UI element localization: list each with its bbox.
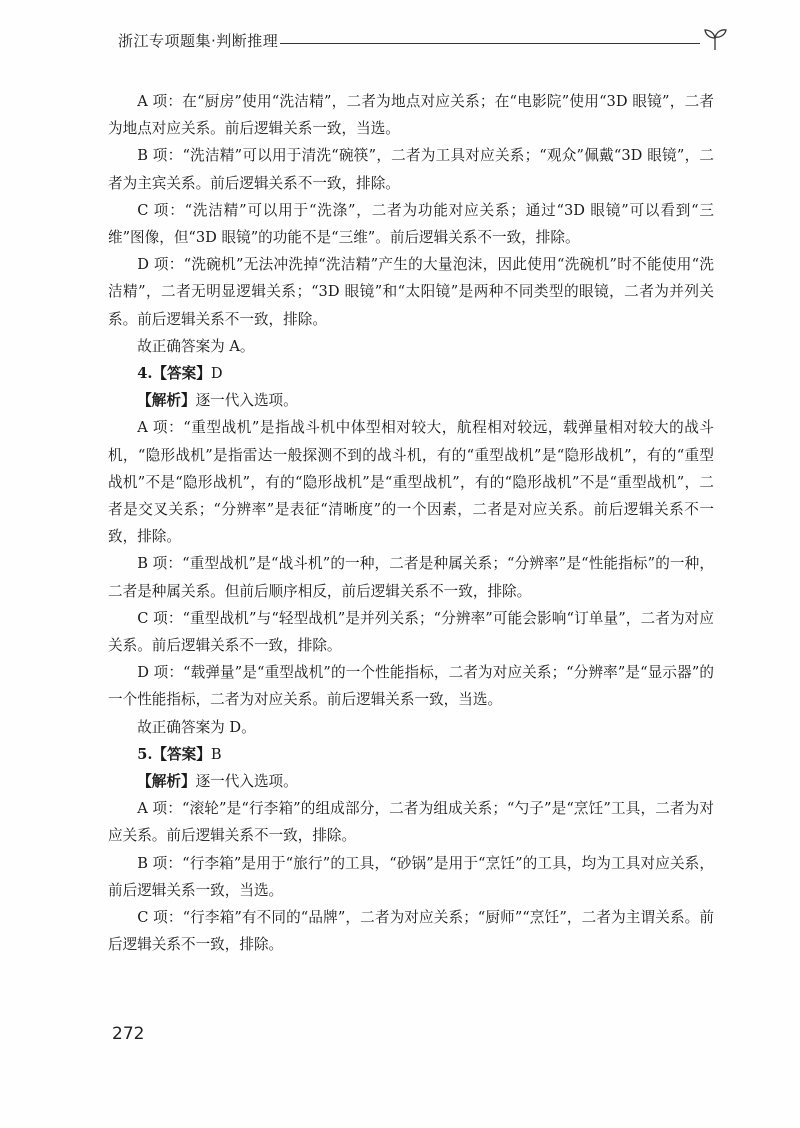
q3-option-b: B 项：“洗洁精”可以用于清洗“碗筷”，二者为工具对应关系；“观众”佩戴“3D 眼镜”，二者为主宾关系。前后逻辑关系不一致，排除。: [108, 147, 714, 192]
q5-analysis-line: [108, 768, 714, 795]
page-number: 272: [112, 1024, 145, 1044]
q4-option-c: C 项：“重型战机”与“轻型战机”是并列关系；“分辨率”可能会影响“订单量”，二者为对应关系。前后逻辑关系不一致，排除。: [108, 609, 714, 655]
q5-option-a: A 项：“滚轮”是“行李箱”的组成部分，二者为组成关系；“勺子”是“烹饪”工具，二者为对应关系。前后逻辑关系不一致，排除。: [108, 800, 714, 845]
header-title: 浙江专项题集·判断推理: [118, 32, 279, 50]
q4-analysis-line: [108, 387, 714, 414]
q5-analysis-text: 逐一代入选项。: [195, 773, 298, 791]
q4-conclusion: 故正确答案为 D。: [137, 718, 256, 736]
q5-answer-label: 5.【答案】: [137, 745, 211, 763]
q5-option-b: B 项：“行李箱”是用于“旅行”的工具，“砂锅”是用于“烹饪”的工具，均为工具对应关系，前后逻辑关系一致，当选。: [108, 854, 714, 899]
q5-answer-value: B: [210, 745, 222, 763]
q4-option-a: A 项：“重型战机”是指战斗机中体型相对较大，航程相对较远，载弹量相对较大的战斗机，“隐形战机”是指雷达一般探测不到的战斗机，有的“重型战机”是“隐形战机”，有的“重型战机”不是“隐形战机”，有的“隐形战机”是“重型战机”，有的“隐形战机”不是“重型战机”，二者是交叉关系；“分辨率”是表征“清晰度”的一个因素，二者是对应关系。前后逻辑关系不一致，排除。: [108, 419, 714, 546]
q4-option-d: D 项：“载弹量”是“重型战机”的一个性能指标，二者为对应关系；“分辨率”是“显示器”的一个性能指标，二者为对应关系。前后逻辑关系一致，当选。: [108, 664, 714, 709]
q4-analysis-label: 【解析】: [137, 392, 196, 410]
q4-analysis-text: 逐一代入选项。: [195, 392, 298, 410]
q3-conclusion: 故正确答案为 A。: [137, 337, 255, 355]
q5-option-c: C 项：“行李箱”有不同的“品牌”，二者为对应关系；“厨师”“烹饪”，二者为主谓关系。前后逻辑关系不一致，排除。: [108, 909, 714, 954]
q5-answer-line: [108, 741, 714, 768]
q3-option-a: A 项：在“厨房”使用“洗洁精”，二者为地点对应关系；在“电影院”使用“3D 眼镜”，二者为地点对应关系。前后逻辑关系一致，当选。: [108, 93, 714, 138]
answer-explanations: [108, 88, 714, 959]
running-header: [118, 22, 726, 66]
q4-answer-label: 4.【答案】: [137, 365, 211, 383]
q3-option-c: C 项：“洗洁精”可以用于“洗涤”，二者为功能对应关系；通过“3D 眼镜”可以看到“三维”图像，但“3D 眼镜”的功能不是“三维”。前后逻辑关系不一致，排除。: [108, 201, 714, 247]
q3-option-d: D 项：“洗碗机”无法冲洗掉“洗洁精”产生的大量泡沫，因此使用“洗碗机”时不能使用“洗洁精”，二者无明显逻辑关系；“3D 眼镜”和“太阳镜”是两种不同类型的眼镜，二者为并列关系。前后逻辑关系不一致，排除。: [108, 256, 714, 328]
sprout-icon: [702, 26, 728, 52]
q4-answer-value: D: [210, 365, 223, 383]
q4-answer-line: [108, 360, 714, 387]
header-rule: [280, 43, 700, 44]
q5-analysis-label: 【解析】: [137, 773, 196, 791]
q4-option-b: B 项：“重型战机”是“战斗机”的一种，二者是种属关系；“分辨率”是“性能指标”的一种，二者是种属关系。但前后顺序相反，前后逻辑关系不一致，排除。: [108, 555, 714, 600]
